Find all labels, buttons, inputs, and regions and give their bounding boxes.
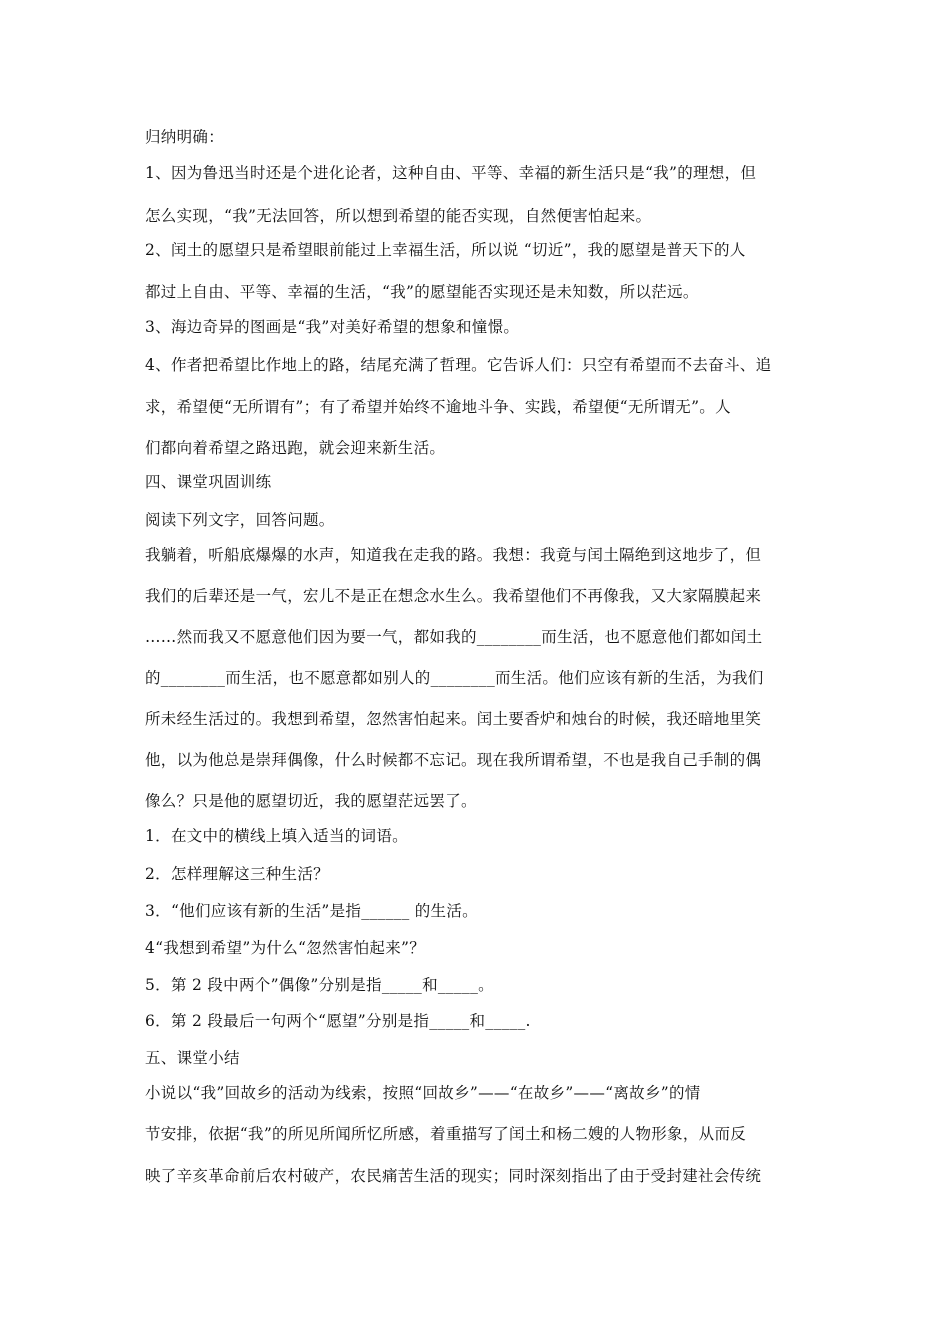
paragraph-line: 1、因为鲁迅当时还是个进化论者，这种自由、平等、幸福的新生活只是“我”的理想，但 <box>145 164 757 182</box>
summary-heading: 归纳明确： <box>145 128 225 146</box>
question-item: 6．第 2 段最后一句两个“愿望”分别是指_____和_____. <box>145 1012 531 1030</box>
passage-line: 我躺着，听船底爆爆的水声，知道我在走我的路。我想：我竟与闰土隔绝到这地步了，但 <box>145 546 762 564</box>
paragraph-line: 求，希望便“无所谓有”；有了希望并始终不逾地斗争、实践，希望便“无所谓无”。人 <box>145 398 731 416</box>
paragraph-line: 们都向着希望之路迅跑，就会迎来新生活。 <box>145 439 446 457</box>
question-item: 2．怎样理解这三种生活？ <box>145 865 329 883</box>
summary-line: 映了辛亥革命前后农村破产，农民痛苦生活的现实；同时深刻指出了由于受封建社会传统 <box>145 1167 762 1185</box>
question-item: 5．第 2 段中两个”偶像”分别是指_____和_____。 <box>145 976 494 994</box>
passage-line: 的________而生活，也不愿意都如别人的________而生活。他们应该有新的生活，为我们 <box>145 669 764 687</box>
passage-line: 像么？只是他的愿望切近，我的愿望茫远罢了。 <box>145 792 477 810</box>
paragraph-line: 都过上自由、平等、幸福的生活，“我”的愿望能否实现还是未知数，所以茫远。 <box>145 283 699 301</box>
passage-line: 我们的后辈还是一气，宏儿不是正在想念水生么。我希望他们不再像我，又大家隔膜起来 <box>145 587 762 605</box>
passage-line: 他，以为他总是崇拜偶像，什么时候都不忘记。现在我所谓希望，不也是我自己手制的偶 <box>145 751 762 769</box>
section-heading: 五、课堂小结 <box>145 1049 240 1067</box>
paragraph-line: 2、闰土的愿望只是希望眼前能过上幸福生活，所以说 “切近”，我的愿望是普天下的人 <box>145 241 746 259</box>
passage-line: 所未经生活过的。我想到希望，忽然害怕起来。闰土要香炉和烛台的时候，我还暗地里笑 <box>145 710 762 728</box>
paragraph-line: 3、海边奇异的图画是“我”对美好希望的想象和憧憬。 <box>145 318 520 336</box>
paragraph-line: 4、作者把希望比作地上的路，结尾充满了哲理。它告诉人们：只空有希望而不去奋斗、追 <box>145 356 772 374</box>
section-heading: 四、课堂巩固训练 <box>145 473 272 491</box>
summary-line: 小说以“我”回故乡的活动为线索，按照“回故乡”——“在故乡”——“离故乡”的情 <box>145 1084 701 1102</box>
passage-line: ……然而我又不愿意他们因为要一气，都如我的________而生活，也不愿意他们都如闰土 <box>145 628 763 646</box>
paragraph-line: 怎么实现，“我”无法回答，所以想到希望的能否实现，自然便害怕起来。 <box>145 207 652 225</box>
question-item: 3．“他们应该有新的生活”是指______ 的生活。 <box>145 902 478 920</box>
question-item: 1．在文中的横线上填入适当的词语。 <box>145 827 408 845</box>
summary-line: 节安排，依据“我”的所见所闻所忆所感，着重描写了闰土和杨二嫂的人物形象，从而反 <box>145 1125 747 1143</box>
instruction-line: 阅读下列文字，回答问题。 <box>145 511 335 529</box>
question-item: 4“我想到希望”为什么“忽然害怕起来”？ <box>145 939 426 957</box>
